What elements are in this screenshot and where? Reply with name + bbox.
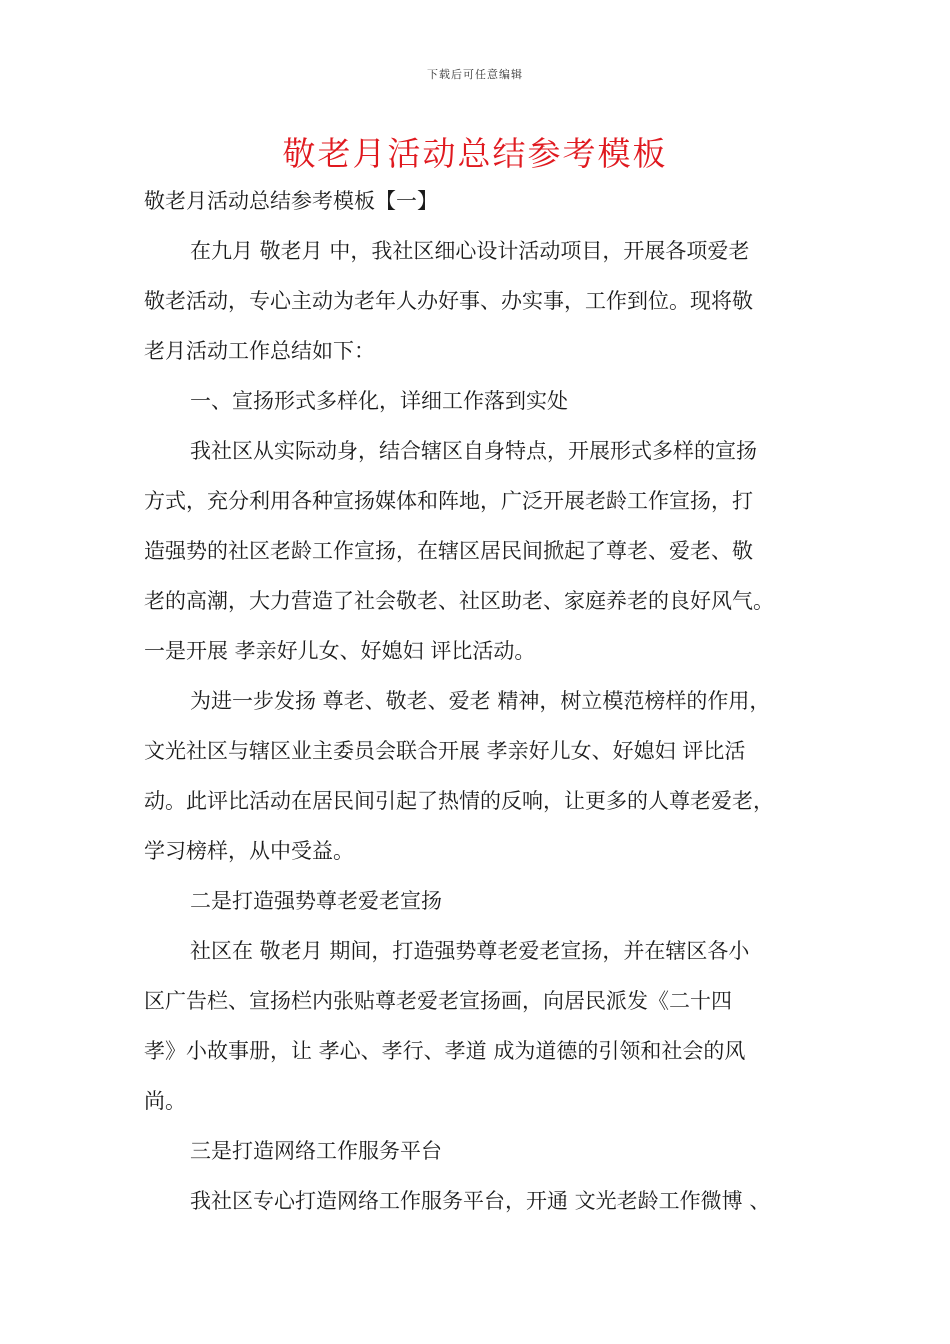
text-line: 动。此评比活动在居民间引起了热情的反响，让更多的人尊老爱老， — [144, 789, 774, 813]
text-line: 老的高潮，大力营造了社会敬老、社区助老、家庭养老的良好风气。 — [144, 589, 774, 613]
text-line: 方式，充分利用各种宣扬媒体和阵地，广泛开展老龄工作宣扬，打 — [144, 489, 753, 513]
document-title: 敬老月活动总结参考模板 — [282, 134, 668, 173]
section-heading: 敬老月活动总结参考模板【一】 — [144, 189, 438, 213]
text-line: 孝》小故事册，让 孝心、孝行、孝道 成为道德的引领和社会的风 — [144, 1039, 746, 1063]
text-line: 我社区专心打造网络工作服务平台，开通 文光老龄工作微博 、 — [190, 1189, 771, 1213]
text-line: 在九月 敬老月 中，我社区细心设计活动项目，开展各项爱老 — [190, 239, 750, 263]
header-note: 下载后可任意编辑 — [427, 68, 523, 81]
text-line: 学习榜样，从中受益。 — [144, 839, 354, 863]
text-line: 社区在 敬老月 期间，打造强势尊老爱老宣扬，并在辖区各小 — [190, 939, 750, 963]
document-body — [144, 186, 824, 1236]
body-text — [144, 236, 824, 1236]
text-line: 我社区从实际动身，结合辖区自身特点，开展形式多样的宣扬 — [190, 439, 757, 463]
text-line: 一、宣扬形式多样化，详细工作落到实处 — [190, 389, 568, 413]
text-line: 文光社区与辖区业主委员会联合开展 孝亲好儿女、好媳妇 评比活 — [144, 739, 746, 763]
text-line: 区广告栏、宣扬栏内张贴尊老爱老宣扬画，向居民派发《二十四 — [144, 989, 732, 1013]
text-line: 二是打造强势尊老爱老宣扬 — [190, 889, 442, 913]
text-line: 三是打造网络工作服务平台 — [190, 1139, 442, 1163]
text-line: 为进一步发扬 尊老、敬老、爱老 精神，树立模范榜样的作用， — [190, 689, 771, 713]
text-line: 一是开展 孝亲好儿女、好媳妇 评比活动。 — [144, 639, 536, 663]
text-line: 敬老活动，专心主动为老年人办好事、办实事，工作到位。现将敬 — [144, 289, 753, 313]
text-line: 尚。 — [144, 1089, 186, 1113]
text-line: 造强势的社区老龄工作宣扬，在辖区居民间掀起了尊老、爱老、敬 — [144, 539, 753, 563]
text-line: 老月活动工作总结如下： — [144, 339, 375, 363]
